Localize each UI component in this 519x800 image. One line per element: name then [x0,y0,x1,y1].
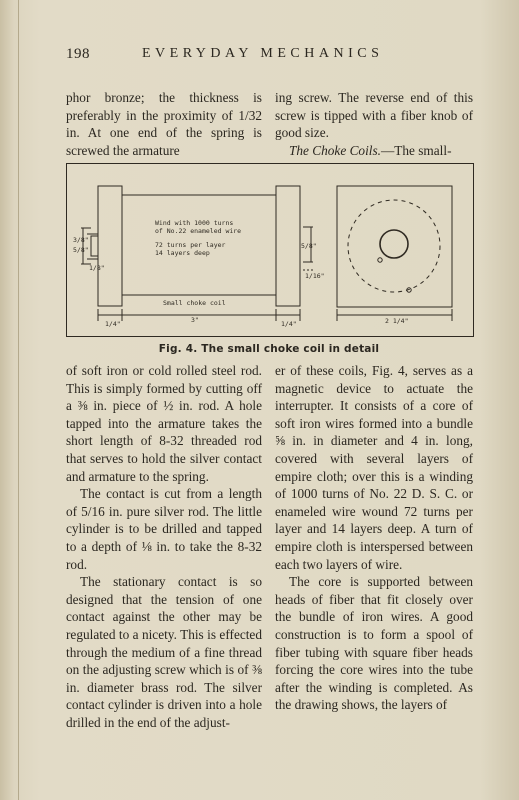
dim-head-left: 1/8" [89,264,105,272]
right-paragraph-1: er of these coils, Fig. 4, serves as a magnetic device to actuate the interrupter. It consists of a core of soft iron wires formed into a bundle ⅝ in. in diameter and 4 in. long, covered with several layers of empire cloth; over this is a winding of 1000 turns of No. 22 D. S. C. or enameled wire wound 72 turns per layer and 14 layers deep. A turn of empire cloth is interspersed between each two layers of wire. [275,363,473,572]
coil-label: Small choke coil [163,299,226,307]
choke-coil-figure [66,163,474,337]
top-left-column [66,89,262,159]
end-view-dashed-circle [348,200,440,292]
top-right-column [275,89,473,159]
dim-head-right: 5/8" [301,242,317,250]
dim-left-height-2: 5/8" [73,246,89,254]
right-paragraph-2: The core is supported between heads of fiber that fit closely over the bundle of iron wires. A good construction is to form a spool of fiber tubing with square fiber heads forcing the core wires into the tube after the winding is completed. As the drawing shows, the layers of [275,574,473,713]
end-view-square [337,186,452,307]
end-view-core-circle [380,230,408,258]
page-number: 198 [66,46,90,62]
left-head [98,186,122,306]
top-right-text: ing screw. The reverse end of this screw is tipped with a fiber knob of good size. [275,90,473,141]
bottom-left-column [66,362,262,731]
dim-length: 3" [191,316,199,324]
winding-note-1: Wind with 1000 turns [155,219,234,227]
running-title: EVERYDAY MECHANICS [142,46,384,61]
section-heading-choke-coils: The Choke Coils. [289,142,381,158]
choke-coil-drawing [67,164,473,336]
figure-caption: Fig. 4. The small choke coil in detail [158,343,380,355]
page-header [66,46,461,66]
dim-left-foot: 1/4" [105,320,121,328]
page-edge-line [18,0,19,800]
left-paragraph-2: The contact is cut from a length of 5/16 in. pure silver rod. The little cylinder is to be drilled and tapped to a depth of ⅛ in. to take the 8-32 rod. [66,486,262,572]
winding-note-2: of No.22 enameled wire [155,227,242,235]
layers-note-1: 72 turns per layer [155,241,226,249]
dim-right-small: 1/16" [305,272,325,280]
bottom-right-column [275,362,473,714]
dim-right-foot: 1/4" [281,320,297,328]
top-left-paragraph: phor bronze; the thickness is preferably in the proximity of 1/32 in. At one end of the spring is screwed the armature [66,90,262,158]
left-paragraph-1: of soft iron or cold rolled steel rod. This is simply formed by cutting off a ⅜ in. piece of ½ in. rod. A hole tapped into the armature takes the short length of 8-32 threaded rod that serves to hold the silver contact and armature to the spring. [66,363,262,484]
left-paragraph-3: The stationary contact is so designed that the tension of one contact against the other may be regulated to a nicety. This is effected through the medium of a fine thread on the adjusting screw which is of ⅜ in. diameter brass rod. The silver contact cylinder is driven into a hole drilled in the end of the adjust- [66,574,262,730]
dim-square: 2 1/4" [385,317,409,325]
right-head [276,186,300,306]
top-right-continuation: —The small- [380,142,452,158]
top-right-paragraph [275,89,473,159]
layers-note-2: 14 layers deep [155,249,210,257]
dim-left-height-1: 3/8" [73,236,89,244]
